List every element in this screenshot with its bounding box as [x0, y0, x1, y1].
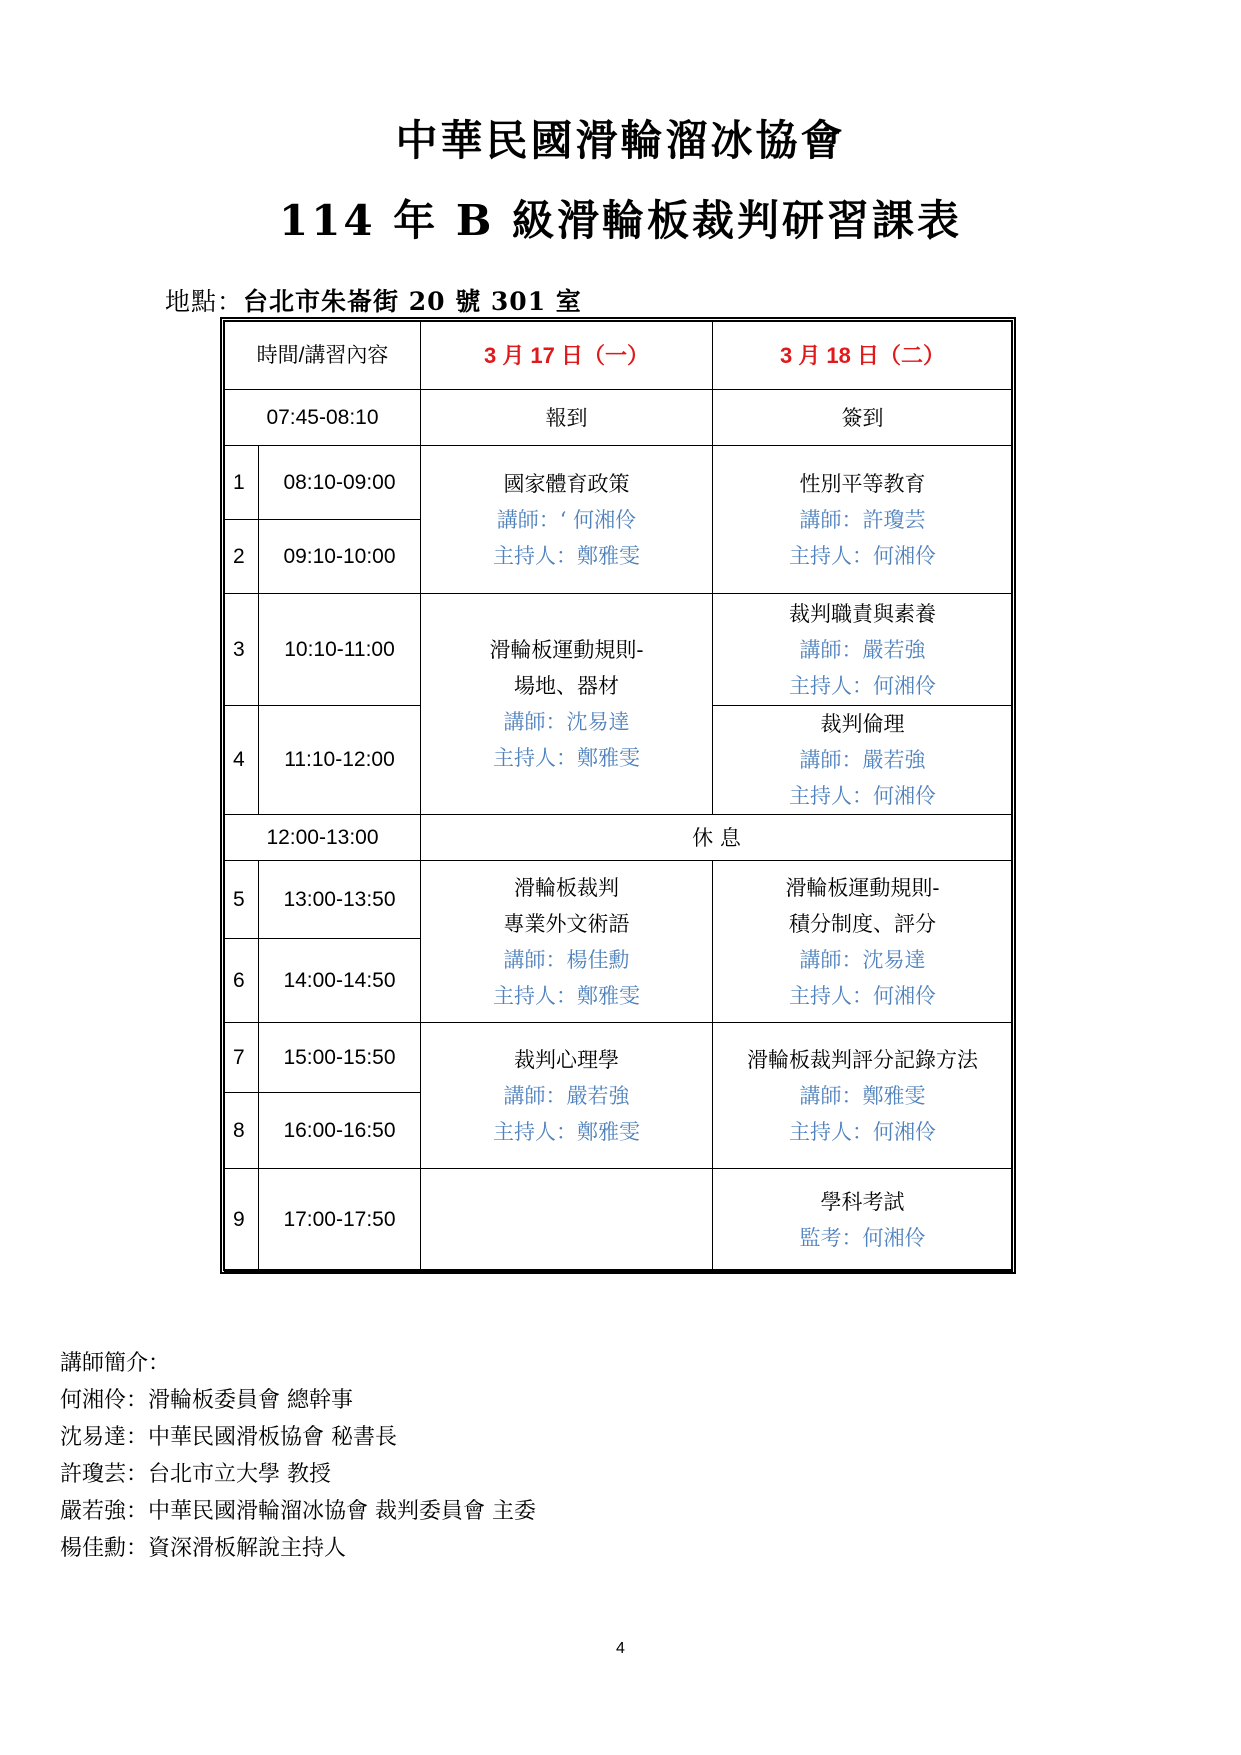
registration-time: 07:45-08:10	[225, 390, 421, 446]
slot-number: 7	[225, 1023, 259, 1093]
slot-number: 9	[225, 1169, 259, 1272]
session-title: 積分制度、評分	[789, 911, 936, 936]
table-row	[225, 861, 1013, 939]
session-lecturer: 講師：許瓊芸	[799, 507, 926, 532]
session-host: 主持人：何湘伶	[789, 1119, 936, 1144]
session-lecturer: 講師：沈易達	[799, 947, 926, 972]
session-title: 場地、器材	[514, 674, 619, 698]
session-host: 主持人：鄭雅雯	[493, 746, 640, 770]
session-cell	[713, 594, 1013, 706]
location-label: 地點：	[165, 287, 244, 316]
session-cell	[713, 446, 1013, 594]
session-host: 主持人：何湘伶	[789, 543, 936, 568]
table-row	[225, 594, 1013, 706]
bio-item: 何湘伶：滑輪板委員會 總幹事	[60, 1388, 353, 1413]
session-host: 主持人：鄭雅雯	[493, 1119, 640, 1144]
session-host: 主持人：鄭雅雯	[493, 543, 640, 568]
bio-item: 許瓊芸：台北市立大學 教授	[60, 1462, 331, 1487]
session-title: 滑輪板運動規則-	[785, 875, 940, 900]
session-cell	[713, 1169, 1013, 1272]
registration-day2: 簽到	[713, 390, 1013, 446]
session-title: 性別平等教育	[799, 471, 926, 496]
session-title: 專業外文術語	[503, 911, 630, 936]
location	[165, 282, 582, 318]
lunch-label: 休 息	[421, 815, 1013, 861]
table-header-row	[225, 322, 1013, 390]
session-host: 主持人：何湘伶	[789, 784, 936, 808]
session-title: 滑輪板裁判評分記錄方法	[747, 1047, 978, 1072]
slot-time: 08:10-09:00	[259, 446, 421, 520]
slot-number: 3	[225, 594, 259, 706]
session-host: 主持人：何湘伶	[789, 983, 936, 1008]
slot-time: 11:10-12:00	[259, 706, 421, 815]
session-title: 裁判職責與素養	[789, 601, 936, 626]
lunch-time: 12:00-13:00	[225, 815, 421, 861]
slot-time: 10:10-11:00	[259, 594, 421, 706]
session-cell	[421, 1023, 713, 1169]
session-lecturer: 講師：嚴若強	[799, 748, 926, 772]
session-cell	[713, 706, 1013, 815]
session-host: 主持人：鄭雅雯	[493, 983, 640, 1008]
session-title: 滑輪板運動規則-	[489, 638, 644, 662]
table-row	[225, 815, 1013, 861]
slot-time: 09:10-10:00	[259, 520, 421, 594]
registration-day1: 報到	[421, 390, 713, 446]
location-value: 台北市朱崙街 20 號 301 室	[243, 287, 582, 316]
slot-time: 16:00-16:50	[259, 1093, 421, 1169]
header-day1: 3 月 17 日（一）	[421, 322, 713, 390]
session-cell	[421, 594, 713, 815]
table-row	[225, 1169, 1013, 1272]
slot-time: 13:00-13:50	[259, 861, 421, 939]
bios-heading: 講師簡介：	[60, 1351, 171, 1376]
slot-number: 5	[225, 861, 259, 939]
session-lecturer: 講師：楊佳勳	[503, 947, 630, 972]
session-cell	[421, 446, 713, 594]
session-cell	[713, 861, 1013, 1023]
slot-number: 4	[225, 706, 259, 815]
lecturer-bios	[60, 1345, 536, 1567]
session-cell	[421, 861, 713, 1023]
session-lecturer: 講師：嚴若強	[503, 1083, 630, 1108]
slot-number: 6	[225, 939, 259, 1023]
header-day2: 3 月 18 日（二）	[713, 322, 1013, 390]
session-title: 國家體育政策	[503, 471, 630, 496]
slot-number: 8	[225, 1093, 259, 1169]
page-number: 4	[616, 1640, 625, 1657]
empty-cell	[421, 1169, 713, 1272]
table-row	[225, 1023, 1013, 1093]
session-proctor: 監考：何湘伶	[799, 1226, 926, 1250]
session-title: 裁判心理學	[514, 1047, 619, 1072]
session-lecturer: 講師：嚴若強	[799, 637, 926, 662]
session-cell	[713, 1023, 1013, 1169]
slot-time: 14:00-14:50	[259, 939, 421, 1023]
bio-item: 沈易達：中華民國滑板協會 秘書長	[60, 1425, 397, 1450]
session-title: 滑輪板裁判	[514, 875, 619, 900]
slot-number: 1	[225, 446, 259, 520]
page-subtitle: 114 年 B 級滑輪板裁判研習課表	[278, 196, 963, 245]
schedule-table	[224, 321, 1013, 1272]
session-lecturer: 講師：沈易達	[503, 710, 630, 734]
session-title: 裁判倫理	[820, 712, 905, 736]
session-lecturer: 講師：‘ 何湘伶	[496, 507, 637, 532]
session-host: 主持人：何湘伶	[789, 673, 936, 698]
header-time-content: 時間/講習內容	[225, 322, 421, 390]
bio-item: 楊佳勳：資深滑板解說主持人	[60, 1536, 347, 1561]
session-title: 學科考試	[820, 1190, 905, 1214]
table-row	[225, 390, 1013, 446]
bio-item: 嚴若強：中華民國滑輪溜冰協會 裁判委員會 主委	[60, 1499, 536, 1524]
page-title: 中華民國滑輪溜冰協會	[395, 116, 846, 165]
slot-time: 15:00-15:50	[259, 1023, 421, 1093]
table-row	[225, 446, 1013, 520]
slot-time: 17:00-17:50	[259, 1169, 421, 1272]
session-lecturer: 講師：鄭雅雯	[799, 1083, 926, 1108]
slot-number: 2	[225, 520, 259, 594]
